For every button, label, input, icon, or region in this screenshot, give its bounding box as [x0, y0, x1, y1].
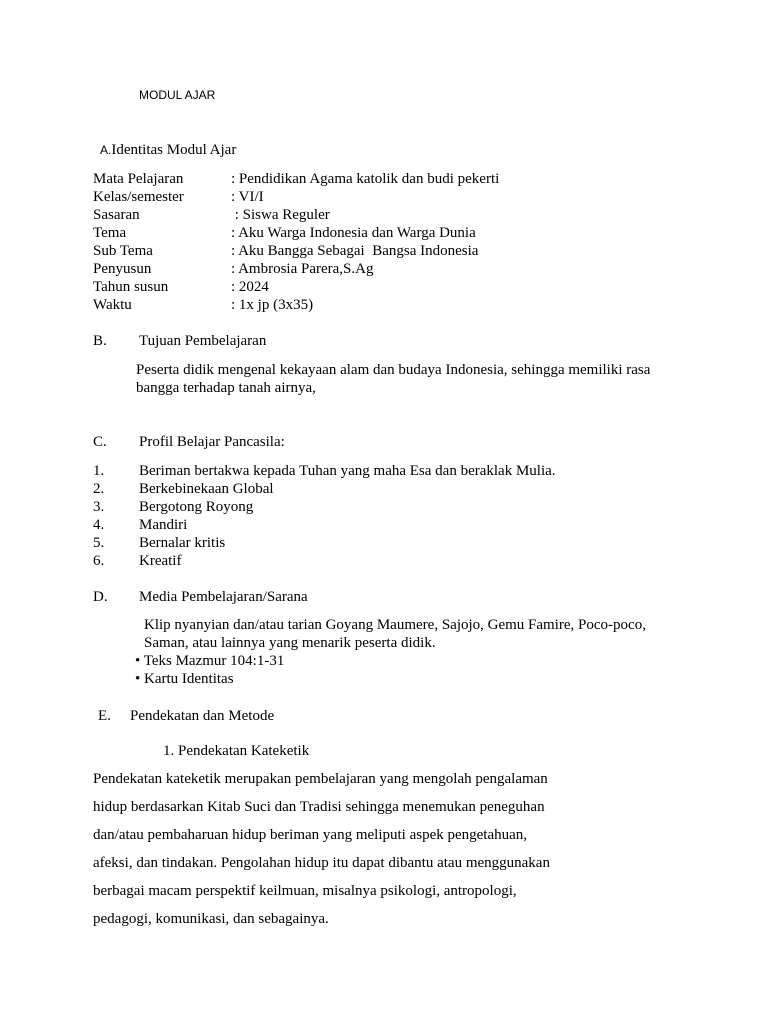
section-d-letter: D. — [93, 589, 108, 605]
list-number: 5. — [93, 535, 105, 551]
media-line: Klip nyanyian dan/atau tarian Goyang Maumere, Sajojo, Gemu Famire, Poco-poco, — [144, 617, 646, 633]
section-e-letter: E. — [98, 708, 111, 724]
list-number: 6. — [93, 553, 105, 569]
body-line: dan/atau pembaharuan hidup beriman yang meliputi aspek pengetahuan, — [93, 827, 528, 843]
section-c-title: Profil Belajar Pancasila: — [139, 434, 285, 450]
bullet-item: • Teks Mazmur 104:1-31 — [135, 653, 285, 669]
section-d-title: Media Pembelajaran/Sarana — [139, 589, 308, 605]
list-text: Bergotong Royong — [139, 499, 254, 515]
list-number: 4. — [93, 517, 105, 533]
media-bullets — [135, 652, 284, 688]
body-line: berbagai macam perspektif keilmuan, misalnya psikologi, antropologi, — [93, 883, 517, 899]
list-item — [93, 516, 556, 534]
document-title: MODUL AJAR — [139, 88, 216, 102]
identity-value: : Aku Bangga Sebagai Bangsa Indonesia — [231, 243, 479, 259]
list-item — [93, 480, 556, 498]
body-line: afeksi, dan tindakan. Pengolahan hidup itu dapat dibantu atau menggunakan — [93, 855, 550, 871]
list-text: Berkebinekaan Global — [139, 481, 274, 497]
list-text: Beriman bertakwa kepada Tuhan yang maha Esa dan beraklak Mulia. — [139, 463, 556, 479]
identity-key: Sasaran — [93, 207, 140, 223]
identity-row — [93, 260, 499, 278]
list-number: 2. — [93, 481, 105, 497]
media-line: Saman, atau lainnya yang menarik peserta didik. — [144, 635, 436, 651]
list-item — [93, 462, 556, 480]
bullet-item: • Kartu Identitas — [135, 671, 234, 687]
body-line: pedagogi, komunikasi, dan sebagainya. — [93, 911, 329, 927]
identity-key: Sub Tema — [93, 243, 153, 259]
section-b-letter: B. — [93, 333, 107, 349]
identity-value: : Pendidikan Agama katolik dan budi pekerti — [231, 171, 500, 187]
identity-key: Waktu — [93, 297, 132, 313]
identity-row — [93, 170, 499, 188]
identity-row — [93, 278, 499, 296]
section-c-letter: C. — [93, 434, 107, 450]
list-number: 1. — [93, 463, 105, 479]
identity-table — [93, 170, 499, 314]
list-item — [93, 552, 556, 570]
profile-list — [93, 462, 556, 570]
list-text: Kreatif — [139, 553, 182, 569]
identity-key: Mata Pelajaran — [93, 171, 184, 187]
identity-key: Kelas/semester — [93, 189, 184, 205]
identity-row — [93, 206, 499, 224]
identity-value: : Aku Warga Indonesia dan Warga Dunia — [231, 225, 476, 241]
identity-value: : 1x jp (3x35) — [231, 297, 314, 313]
identity-value: : Siswa Reguler — [231, 207, 330, 223]
list-text: Mandiri — [139, 517, 188, 533]
media-description — [144, 616, 704, 652]
section-a-heading — [100, 142, 236, 159]
identity-value: : VI/I — [231, 189, 264, 205]
section-b-title: Tujuan Pembelajaran — [139, 333, 267, 349]
body-line: Pendekatan kateketik merupakan pembelajaran yang mengolah pengalaman — [93, 771, 548, 787]
section-e-title: Pendekatan dan Metode — [130, 708, 275, 724]
section-b-line: Peserta didik mengenal kekayaan alam dan budaya Indonesia, sehingga memiliki rasa — [136, 362, 651, 378]
list-item — [93, 498, 556, 516]
identity-row — [93, 224, 499, 242]
identity-row — [93, 188, 499, 206]
section-e-subheading: 1. Pendekatan Kateketik — [163, 743, 310, 759]
identity-key: Tahun susun — [93, 279, 169, 295]
list-text: Bernalar kritis — [139, 535, 226, 551]
identity-row — [93, 242, 499, 260]
section-a-letter: A. — [100, 143, 112, 157]
list-number: 3. — [93, 499, 105, 515]
section-b-paragraph — [136, 361, 696, 397]
identity-value: : Ambrosia Parera,S.Ag — [231, 261, 374, 277]
section-b-line: bangga terhadap tanah airnya, — [136, 380, 316, 396]
identity-value: : 2024 — [231, 279, 269, 295]
list-item — [93, 534, 556, 552]
section-a-title: Identitas Modul Ajar — [111, 142, 237, 158]
identity-key: Tema — [93, 225, 127, 241]
identity-row — [93, 296, 499, 314]
section-e-body — [93, 770, 550, 938]
identity-key: Penyusun — [93, 261, 152, 277]
body-line: hidup berdasarkan Kitab Suci dan Tradisi sehingga menemukan peneguhan — [93, 799, 545, 815]
